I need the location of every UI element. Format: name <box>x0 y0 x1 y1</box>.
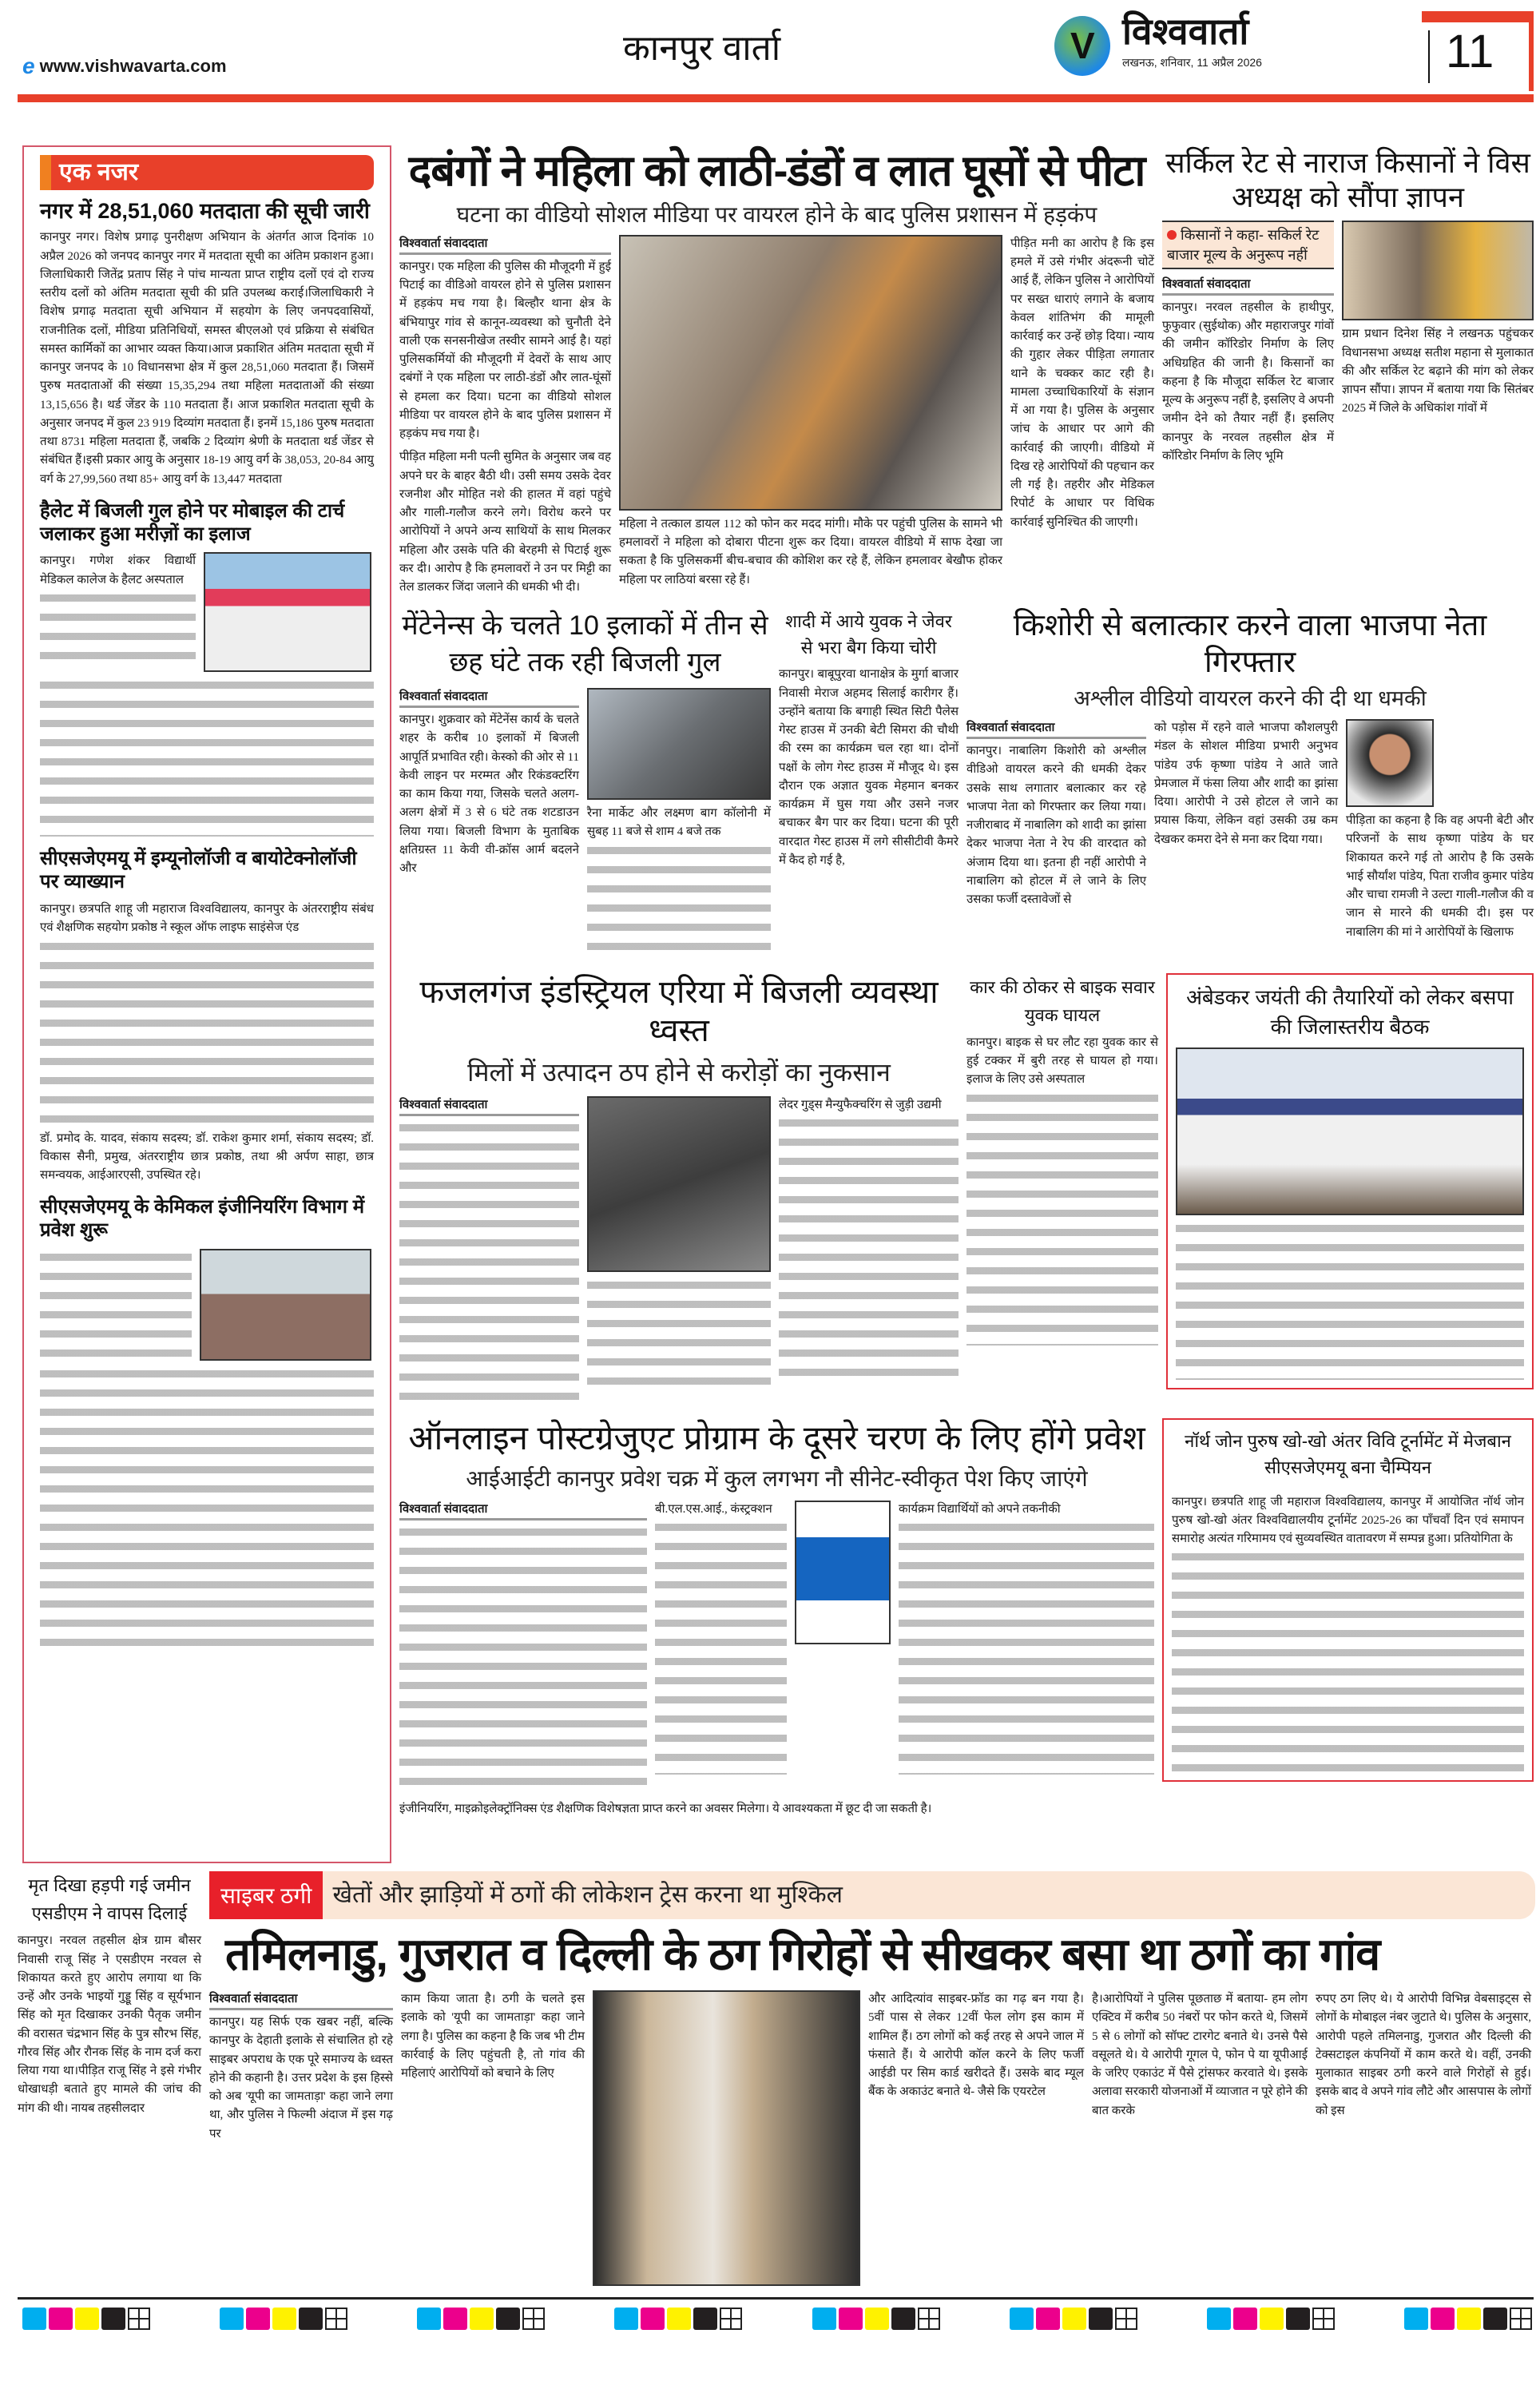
kishori-headline: किशोरी से बलात्कार करने वाला भाजपा नेता गिरफ्तार <box>1013 609 1487 679</box>
accident-body: कानपुर। बाइक से घर लौट रहा युवक कार से हुई टक्कर में बुरी तरह से घायल हो गया। इलाज के लिए उसे अस्पताल <box>966 1036 1158 1087</box>
kishori-byline: विश्ववार्ता संवाददाता <box>966 719 1146 739</box>
cmyk-swatch-group <box>417 2308 545 2331</box>
hallet-body-continued <box>40 677 374 837</box>
iit-program-flyer-image <box>795 1501 891 1644</box>
color-swatch <box>865 2308 889 2330</box>
bsp-meeting-photo <box>1176 1047 1524 1215</box>
csjmu-lecture-closing: डॉ. प्रमोद के. यादव, संकाय सदस्य; डॉ. राकेश कुमार शर्मा, संकाय सदस्य; डॉ. विकास सैनी, प्रमुख, अंतरराष्ट्रीय छात्र प्रकोष्ठ, तथा श्री अर्पण साहा, छात्र समन्वयक, आईआरएसी, उपस्थित रहे। <box>40 1131 374 1183</box>
accident-body-text <box>966 1090 1158 1346</box>
lead-subhead: घटना का वीडियो सोशल मीडिया पर वायरल होने के बाद पुलिस प्रशासन में हड़कंप <box>456 201 1097 227</box>
page-number-divider <box>1428 30 1430 83</box>
cmyk-swatch-group <box>812 2308 940 2331</box>
registration-cross-icon <box>1312 2308 1335 2330</box>
color-swatch <box>75 2308 99 2330</box>
maintenance-body-2-text <box>587 842 771 962</box>
lead-body-col2: पीड़ित महिला मनी पत्नी सुमित के अनुसार जब वह अपने घर के बाहर बैठी थी। उसी समय उसके देवर रजनीश और मोहित नशे की हालत में वहां पहुंचे और गाली-गलौज करने लगे। विरोध करने पर आरोपियों ने अपने अन्य साथियों के साथ मिलकर महिला और उसके पति की बेरहमी से पिटाई शुरू कर दी। आरोप है कि हमलावरों ने उन पर मिट्टी का तेल डालकर जिंदा जलाने की धमकी भी दी। <box>399 451 611 594</box>
khokho-headline: नॉर्थ जोन पुरुष खो-खो अंतर विवि टूर्नामेंट में मेजबान सीएसजेएमयू बना चैम्पियन <box>1185 1430 1511 1477</box>
cmyk-swatch-group <box>1207 2308 1335 2331</box>
color-swatch <box>1457 2308 1481 2330</box>
voters-body: कानपुर नगर। विशेष प्रगाढ़ पुनरीक्षण अभियान के अंतर्गत आज दिनांक 10 अप्रैल 2026 को जनपद कानपुर नगर में मतदाता सूची का अंतिम प्रकाशन हुआ। जिलाधिकारी जितेंद्र प्रताप सिंह ने पांच मान्यता प्राप्त राष्ट्रीय दलों एवं दो राज्य स्तरीय दलों को अंतिम मतदाता सूची की प्रति उपलब्ध कराई।जिलाधिकारी ने विशेष प्रगाढ़ मतदाता सूची अभियान में सहयोग के लिए जनपदवासियों, राजनीतिक दलों, मीडिया प्रतिनिधियों, समस्त बीएलओ एवं प्रक्रिया से संबंधित समस्त कार्मिकों का आभार व्यक्त किया।आज प्रकाशित अंतिम मतदाता सूची में कानपुर जनपद के 10 विधानसभा क्षेत्र में कुल 28,51,060 मतदाता हैं। जिसमें पुरुष मतदाताओं की संख्या 15,35,294 तथा महिला मतदाताओं की संख्या 13,15,656 है। थर्ड जेंडर के 110 मतदाता हैं। आज प्रकाशित मतदाता सूची के अनुसार जनपद में कुल 23 919 दिव्यांग मतदाता हैं। इनमें 15,186 पुरुष मतदाता तथा 8731 महिला मतदाता हैं, जबकि 2 दिव्यांग श्रेणी के मतदाता थर्ड जेंडर से संबंधित हैं।इसी प्रकार आयु के अनुसार 18-19 आयु वर्ग के 38,053, 20-84 आयु वर्ग के 27,99,560 तथा 85+ आयु वर्ग के 13,447 मतदाता <box>40 231 374 486</box>
iit-body-col3 <box>899 1519 1154 1775</box>
hallet-body-text <box>40 590 196 662</box>
hallet-headline: हैलेट में बिजली गुल होने पर मोबाइल की टार्च जलाकर हुआ मरीज़ों का इलाज <box>40 499 345 545</box>
hallet-hospital-photo <box>204 552 371 672</box>
section-title: कानपुर वार्ता <box>623 29 781 68</box>
iit-body-text <box>399 1524 647 1795</box>
ambedkar-story <box>1166 973 1534 1389</box>
iit-body-tail: इंजीनियरिंग, माइक्रोइलेक्ट्रॉनिक्स एंड शैक्षणिक विशेषज्ञता प्राप्त करने का अवसर मिलेगा। ये आवश्यकता में छूट दी जा सकती है। <box>399 1802 932 1815</box>
color-swatch <box>443 2308 467 2330</box>
header-rule <box>18 94 1534 102</box>
color-swatch <box>1483 2308 1507 2330</box>
color-swatch <box>1010 2308 1034 2330</box>
brand-logo <box>1054 16 1110 76</box>
color-registration-strip <box>22 2308 1532 2331</box>
lead-headline: दबंगों ने महिला को लाठी-डंडों व लात घूसों से पीटा <box>408 147 1145 195</box>
color-swatch <box>1431 2308 1455 2330</box>
cyber-body-col4: है।आरोपियों ने पुलिस पूछताछ में बताया- हम लोग एक्टिव में करीब 50 नंबरों पर फोन करते थे, जिसमें 5 से 6 लोगों को सॉफ्ट टारगेट बनाते थे। उनसे पैसे वसूलते थे। ये आरोपी गूगल पे, फोन पे या यूपीआई के जरिए एकाउंट में पैसे ट्रांसफर करवाते थे। इसके अलावा सरकारी योजनाओं में व्याजात न पूरे होने की बात करके <box>1092 1993 1308 2117</box>
police-arrest-photo <box>593 1990 860 2286</box>
kishori-body-3: पीड़िता का कहना है कि वह अपनी बेटी और परिजनों के साथ कृष्णा पांडेय के घर शिकायत करने गई तो आरोप है कि उसके भाई सौर्यांश पांडेय, पिता राजीव कुमार पांडेय और चाचा रामजी ने उल्टा गाली-गलौज की व जान से मारने की धमकी दी। इस पर नाबालिग की मां ने आरोपियों के खिलाफ <box>1346 814 1534 939</box>
color-swatch <box>1286 2308 1310 2330</box>
iit-body-2: कार्यक्रम विद्यार्थियों को अपने तकनीकी <box>899 1502 1061 1516</box>
color-swatch <box>272 2308 296 2330</box>
maintenance-story <box>399 608 771 961</box>
land-story <box>18 1871 201 2118</box>
ek-nazar-box <box>22 145 391 1863</box>
fazalganj-body-text <box>399 1119 579 1407</box>
fazalganj-body-right <box>779 1115 959 1378</box>
cmyk-swatch-group <box>614 2308 742 2331</box>
iit-subhead: आईआईटी कानपुर प्रवेश चक्र में कुल लगभग नौ सीनेट-स्वीकृत पेश किए जाएंगे <box>466 1465 1088 1491</box>
cmyk-swatch-group <box>1404 2308 1532 2331</box>
page-number: 11 <box>1446 26 1494 78</box>
page-number-box <box>1422 11 1534 91</box>
farmers-byline: विश्ववार्ता संवाददाता <box>1162 276 1334 296</box>
kishori-body: कानपुर। नाबालिग किशोरी को अश्लील वीडिओ वायरल करने की धमकी देकर उसके साथ लगातार बलात्कार कर रहे भाजपा नेता को गिरफ्तार कर लिया गया। नजीराबाद में नाबालिग को शादी का झांसा देकर भाजपा नेता ने रेप की वारदात को अंजाम दिया था। इतना ही नहीं आरोपी ने नाबालिग को होटल में ले जाने के लिए उसका फर्जी दस्तावेजों से <box>966 745 1146 907</box>
voters-headline: नगर में 28,51,060 मतदाता की सूची जारी <box>40 199 370 223</box>
browser-e-icon: e <box>22 54 35 78</box>
ambedkar-headline: अंबेडकर जयंती की तैयारियों को लेकर बसपा की जिलास्तरीय बैठक <box>1186 984 1514 1040</box>
power-line-repair-photo <box>587 688 771 800</box>
kishori-body-2: को पड़ोस में रहने वाले भाजपा कौशलपुरी मंडल के सोशल मीडिया प्रभारी अनुभव पांडेय उर्फ कृष्णा पांडेय ने आते जाते प्रेमजाल में फंसा लिया और शादी का झांसा दिया। आरोपी ने उसे होटल ले जाने का प्रयास किया, लेकिन वहां उसकी उम्र कम देखकर कमरा देने से मना कर दिया गया। <box>1154 721 1338 846</box>
wedding-theft-headline: शादी में आये युवक ने जेवर से भरा बैग किया चोरी <box>785 611 952 658</box>
cyber-byline: विश्ववार्ता संवाददाता <box>209 1990 393 2010</box>
color-swatch <box>1062 2308 1086 2330</box>
khokho-story <box>1162 1418 1534 1783</box>
registration-cross-icon <box>1510 2308 1532 2330</box>
lead-body-col3: महिला ने तत्काल डायल 112 को फोन कर मदद मांगी। मौके पर पहुंची पुलिस के सामने भी हमलावरों ने महिला को दोबारा पीटना शुरू कर दिया। वायरल वीडियो में साफ देखा जा सकता है कि पुलिसकर्मी बीच-बचाव की कोशिश कर रहे हैं, लेकिन हमलावर बेखौफ होकर महिला पर लाठियां बरसा रहे हैं। <box>619 517 1002 586</box>
cyber-body-col2: काम किया जाता है। ठगी के चलते इस इलाके को 'यूपी का जामताड़ा' कहा जाने लगा है। पुलिस का कहना है कि जब भी टीम कार्रवाई के लिए पहुंचती है, तो गांव की महिलाएं आरोपियों को बचाने के लिए <box>401 1993 585 2081</box>
land-body: कानपुर। नरवल तहसील क्षेत्र ग्राम बौसर निवासी राजू सिंह ने एसडीएम नरवल से शिकायत करते हुए आरोप लगाया था कि उन्हें और उनके भाइयों गुड्डू सिंह व सूर्यभान सिंह को मृत दिखाकर उनकी पैतृक जमीन की वरासत चंद्रभान सिंह के पुत्र सौरभ सिंह, गौरव सिंह और रौनक सिंह के नाम दर्ज करा लिया गया था।पीड़ित राजू सिंह ने इसे गंभीर धोखाधड़ी बताते हुए मामले की जांच की मांग की थी। नायब तहसीलदार <box>18 1934 201 2115</box>
csjmu-chemical-body-text <box>40 1249 192 1361</box>
iit-body-col2 <box>655 1519 787 1775</box>
color-swatch <box>641 2308 665 2330</box>
fazalganj-body-mid <box>587 1277 771 1397</box>
cyber-tag: साइबर ठगी <box>209 1871 323 1919</box>
registration-cross-icon <box>522 2308 545 2330</box>
color-swatch <box>1260 2308 1284 2330</box>
farmers-highlight: किसानों ने कहा- सकिर्ल रेट बाजार मूल्य के अनुरूप नहीं <box>1162 221 1334 269</box>
color-swatch <box>101 2308 125 2330</box>
color-swatch <box>614 2308 638 2330</box>
kishori-subhead: अश्लील वीडियो वायरल करने की दी था धमकी <box>1074 686 1427 711</box>
lead-story <box>399 145 1154 597</box>
color-swatch <box>496 2308 520 2330</box>
csjmu-chemical-headline: सीएसजेएमयू के केमिकल इंजीनियरिंग विभाग में प्रवेश शुरू <box>40 1196 365 1242</box>
color-swatch <box>49 2308 73 2330</box>
maintenance-body: कानपुर। शुक्रवार को मेंटेनेंस कार्य के चलते शहर के करीब 10 इलाकों में बिजली आपूर्ति प्रभावित रही। केस्को की ओर से 11 केवी लाइन पर मरम्मत और रिकंडक्टरिंग का काम किया गया, जिसके चलते अलग-अलग क्षेत्रों में 3 से 6 घंटे तक शटडाउन लिया गया। बिजली विभाग के मुताबिक क्षतिग्रस्त 11 केवी वी-क्रॉस आर्म बदलने और <box>399 714 579 876</box>
maintenance-byline: विश्ववार्ता संवाददाता <box>399 688 579 708</box>
color-swatch <box>1207 2308 1231 2330</box>
dateline: लखनऊ, शनिवार, 11 अप्रैल 2026 <box>1122 56 1262 70</box>
iit-body: बी.एल.एस.आई., कंस्ट्रक्शन <box>655 1502 772 1516</box>
cyber-kicker: खेतों और झाड़ियों में ठगों की लोकेशन ट्रेस करना था मुश्किल <box>332 1882 843 1909</box>
wedding-theft-story <box>779 608 959 870</box>
registration-cross-icon <box>1115 2308 1137 2330</box>
wedding-theft-body: कानपुर। बाबूपुरवा थानाक्षेत्र के मुर्गा बाजार निवासी मेराज अहमद सिलाई कारीगर हैं। उन्होंने बताया कि बगाही स्थित सिटी पैलेस गेस्ट हाउस में उनकी बेटी सिमरा की चौथी की रस्म का कार्यक्रम चल रहा था। दोनों पक्षों के लोग गेस्ट हाउस में मौजूद थे। इस दौरान एक अज्ञात युवक मेहमान बनकर कार्यक्रम में घुस गया और उसने नजर बचाकर बैग पार कर दिया। घटना की पूरी वारदात गेस्ट हाउस में लगे सीसीटीवी कैमरे में कैद हो गई है, <box>779 668 959 867</box>
color-swatch <box>839 2308 863 2330</box>
website-link[interactable]: e www.vishwavarta.com <box>22 54 227 78</box>
hallet-body: कानपुर। गणेश शंकर विद्यार्थी मेडिकल कालेज के हैलट अस्पताल <box>40 555 196 586</box>
iit-headline: ऑनलाइन पोस्टग्रेजुएट प्रोग्राम के दूसरे चरण के लिए होंगे प्रवेश <box>408 1418 1145 1457</box>
bullet-dot-icon <box>1167 230 1177 240</box>
farmers-body-2: ग्राम प्रधान दिनेश सिंह ने लखनऊ पहुंचकर विधानसभा अध्यक्ष सतीश महाना से मुलाकात की और सर्किल रेट बढ़ाने की मांग को लेकर ज्ञापन सौंपा। ज्ञापन में बताया गया कि सितंबर 2025 में जिले के अधिकांश गांवों में <box>1342 328 1534 415</box>
cyber-body-col3: और आदित्यांव साइबर-फ्रॉड का गढ़ बन गया है। 5वीं पास से लेकर 12वीं फेल लोग इस काम में शामिल हैं। ठग लोगों को कई तरह से अपने जाल में फंसाते हैं। ये आरोपी कॉल करने के लिए फर्जी आईडी पर सिम कार्ड खरीदते हैं। उसके बाद म्यूल बैंक के अकाउंट बनाते थे- जैसे कि एयरटेल <box>868 1993 1084 2099</box>
color-swatch <box>1036 2308 1060 2330</box>
color-swatch <box>1089 2308 1113 2330</box>
color-swatch <box>470 2308 494 2330</box>
factory-photo <box>587 1096 771 1272</box>
brand-name: विश्ववार्ता <box>1122 10 1249 52</box>
cyber-kicker-band <box>209 1871 1535 1919</box>
farmers-headline: सर्किल रेट से नाराज किसानों ने विस अध्यक्ष को सौंपा ज्ञापन <box>1165 146 1530 214</box>
csjmu-lecture-body: कानपुर। छत्रपति शाहू जी महाराज विश्वविद्यालय, कानपुर के अंतरराष्ट्रीय संबंध एवं शैक्षणिक सहयोग प्रकोष्ठ ने स्कूल ऑफ लाइफ साइंसेज एंड <box>40 903 374 935</box>
color-swatch <box>667 2308 691 2330</box>
accident-story <box>966 973 1158 1346</box>
ambedkar-body-text <box>1176 1220 1524 1380</box>
khokho-body-text <box>1172 1548 1524 1772</box>
khokho-body: कानपुर। छत्रपति शाहू जी महाराज विश्वविद्यालय, कानपुर में आयोजित नॉर्थ जोन पुरुष खो-खो अंतर विश्वविद्यालयीय टूर्नामेंट 2025-26 का पाँचवाँ दिन एवं समापन समारोह अत्यंत गरिमामय एवं सुव्यवस्थित वातावरण में सम्पन्न हुआ। प्रतियोगिता के <box>1172 1495 1524 1546</box>
farmers-story <box>1162 145 1534 466</box>
cyber-body-col5: रुपए ठग लिए थे। ये आरोपी विभिन्न वेबसाइट्स से लोगों के मोबाइल नंबर जुटाते थे। पुलिस के अनुसार, आरोपी पहले तमिलनाडु, गुजरात और दिल्ली की टेक्सटाइल कंपनियों में काम करते थे। वहीं, उनकी मुलाकात साइबर ठगी करने वाले गिरोहों से हुई। इसके बाद वे अपने गांव लौटे और आसपास के लोगों को इस <box>1316 1993 1531 2117</box>
lead-body-col4: पीड़ित मनी का आरोप है कि इस हमले में उसे गंभीर अंदरूनी चोटें आई हैं, लेकिन पुलिस ने आरोपियों पर सख्त धाराएं लगाने के बजाय केवल शांतिभंग की मामूली कार्रवाई कर उन्हें छोड़ दिया। न्याय की गुहार लेकर पीड़िता लगातार थाने के चक्कर काट रही है। मामला उच्चाधिकारियों के संज्ञान में आ गया है। पुलिस के अनुसार जांच के आधार पर आगे की कार्रवाई की जाएगी। वीडियो में दिख रहे आरोपियों की पहचान कर ली गई है। तहरीर और मेडिकल रिपोर्ट के आधार पर विधिक कार्रवाई सुनिश्चित की जाएगी। <box>1010 237 1154 529</box>
registration-cross-icon <box>720 2308 742 2330</box>
fazalganj-byline: विश्ववार्ता संवाददाता <box>399 1096 579 1116</box>
v-logo-icon: V <box>1070 25 1095 66</box>
maintenance-headline: मेंटेनेन्स के चलते 10 इलाकों में तीन से छह घंटे तक रही बिजली गुल <box>402 610 768 678</box>
color-swatch <box>22 2308 46 2330</box>
cmyk-swatch-group <box>1010 2308 1137 2331</box>
fazalganj-headline: फजलगंज इंडस्ट्रियल एरिया में बिजली व्यवस्था ध्वस्त <box>419 974 939 1048</box>
ek-nazar-tag: एक नजर <box>40 155 374 190</box>
accident-headline: कार की ठोकर से बाइक सवार युवक घायल <box>970 976 1155 1025</box>
cmyk-swatch-group <box>22 2308 150 2331</box>
accused-portrait-photo <box>1346 719 1434 807</box>
color-swatch <box>1233 2308 1257 2330</box>
footer-rule <box>18 2297 1534 2300</box>
fazalganj-body: लेदर गुड्स मैन्युफैक्चरिंग से जुड़ी उद्यमी <box>779 1098 942 1111</box>
color-swatch <box>891 2308 915 2330</box>
color-swatch <box>220 2308 244 2330</box>
color-swatch <box>246 2308 270 2330</box>
iit-story <box>399 1418 1154 1819</box>
color-swatch <box>417 2308 441 2330</box>
kishori-story <box>966 608 1534 942</box>
registration-cross-icon <box>918 2308 940 2330</box>
csjmu-lecture-headline: सीएसजेएमयू में इम्यूनोलॉजी व बायोटेक्नोलॉजी पर व्याख्यान <box>40 848 357 893</box>
maintenance-body-2: रैना मार्केट और लक्ष्मण बाग कॉलोनी में सुबह 11 बजे से शाम 4 बजे तक <box>587 807 771 839</box>
color-swatch <box>812 2308 836 2330</box>
farmers-body: कानपुर। नरवल तहसील के हाथीपुर, फुफुवार (सुईथोक) और महाराजपुर गांवों की जमीन कॉरिडोर निर्माण के लिए अधिग्रहित की जानी है। किसानों का कहना है कि मौजूदा सर्किल रेट बाजार मूल्य के अनुरूप नहीं है, इसलिए वे अपनी जमीन देने को तैयार नहीं हैं। इसलिए कानपुर के नरवल तहसील क्षेत्र में कॉरिडोर निर्माण के लिए भूमि <box>1162 300 1334 463</box>
iit-byline: विश्ववार्ता संवाददाता <box>399 1501 647 1521</box>
cmyk-swatch-group <box>220 2308 347 2331</box>
masthead <box>0 0 1540 102</box>
farmers-meeting-photo <box>1342 221 1534 320</box>
color-swatch <box>1404 2308 1428 2330</box>
lead-byline: विश्ववार्ता संवाददाता <box>399 235 611 255</box>
fazalganj-story <box>399 973 959 1407</box>
lead-body-col1: कानपुर। एक महिला की पुलिस की मौजूदगी में हुई पिटाई का वीडिओ वायरल होने से पुलिस प्रशासन में हड़कंप मच गया है। बिल्हौर थाना क्षेत्र के बंभियापुर गांव से कानून-व्यवस्था को चुनौती देने वाली एक सनसनीखेज तस्वीर सामने आई है। यहां पुलिसकर्मियों की मौजूदगी में देवरों के साथ आए दबंगों ने एक महिला पर लाठी-डंडों और लात-घूंसों से हमला कर दिया। घटना का वीडियो सोशल मीडिया पर वायरल होने के बाद पुलिस प्रशासन में हड़कंप मच गया है। <box>399 260 611 441</box>
registration-cross-icon <box>128 2308 150 2330</box>
cyber-headline: तमिलनाडु, गुजरात व दिल्ली के ठग गिरोहों से सीखकर बसा था ठगों का गांव <box>225 1929 1380 1979</box>
cyber-body-col1: कानपुर। यह सिर्फ एक खबर नहीं, बल्कि कानपुर के देहाती इलाके से संचालित हो रहे साइबर अपराध के एक पूरे समाज्य के ध्वस्त होने की कहानी है। उत्तर प्रदेश के इस हिस्से को अब 'यूपी का जामताड़ा' कहा जाने लगा था, और पुलिस ने फिल्मी अंदाज में इस गढ़ पर <box>209 2016 393 2141</box>
lead-assault-photo <box>619 235 1002 511</box>
land-headline: मृत दिखा हड़पी गई जमीन एसडीएम ने वापस दिलाई <box>28 1875 191 1924</box>
color-swatch <box>299 2308 323 2330</box>
csjmu-building-photo <box>200 1249 371 1361</box>
fazalganj-subhead: मिलों में उत्पादन ठप होने से करोड़ों का नुकसान <box>467 1057 891 1087</box>
color-swatch <box>693 2308 717 2330</box>
csjmu-lecture-body-text <box>40 938 374 1130</box>
csjmu-chemical-body-continued <box>40 1365 374 1653</box>
registration-cross-icon <box>325 2308 347 2330</box>
